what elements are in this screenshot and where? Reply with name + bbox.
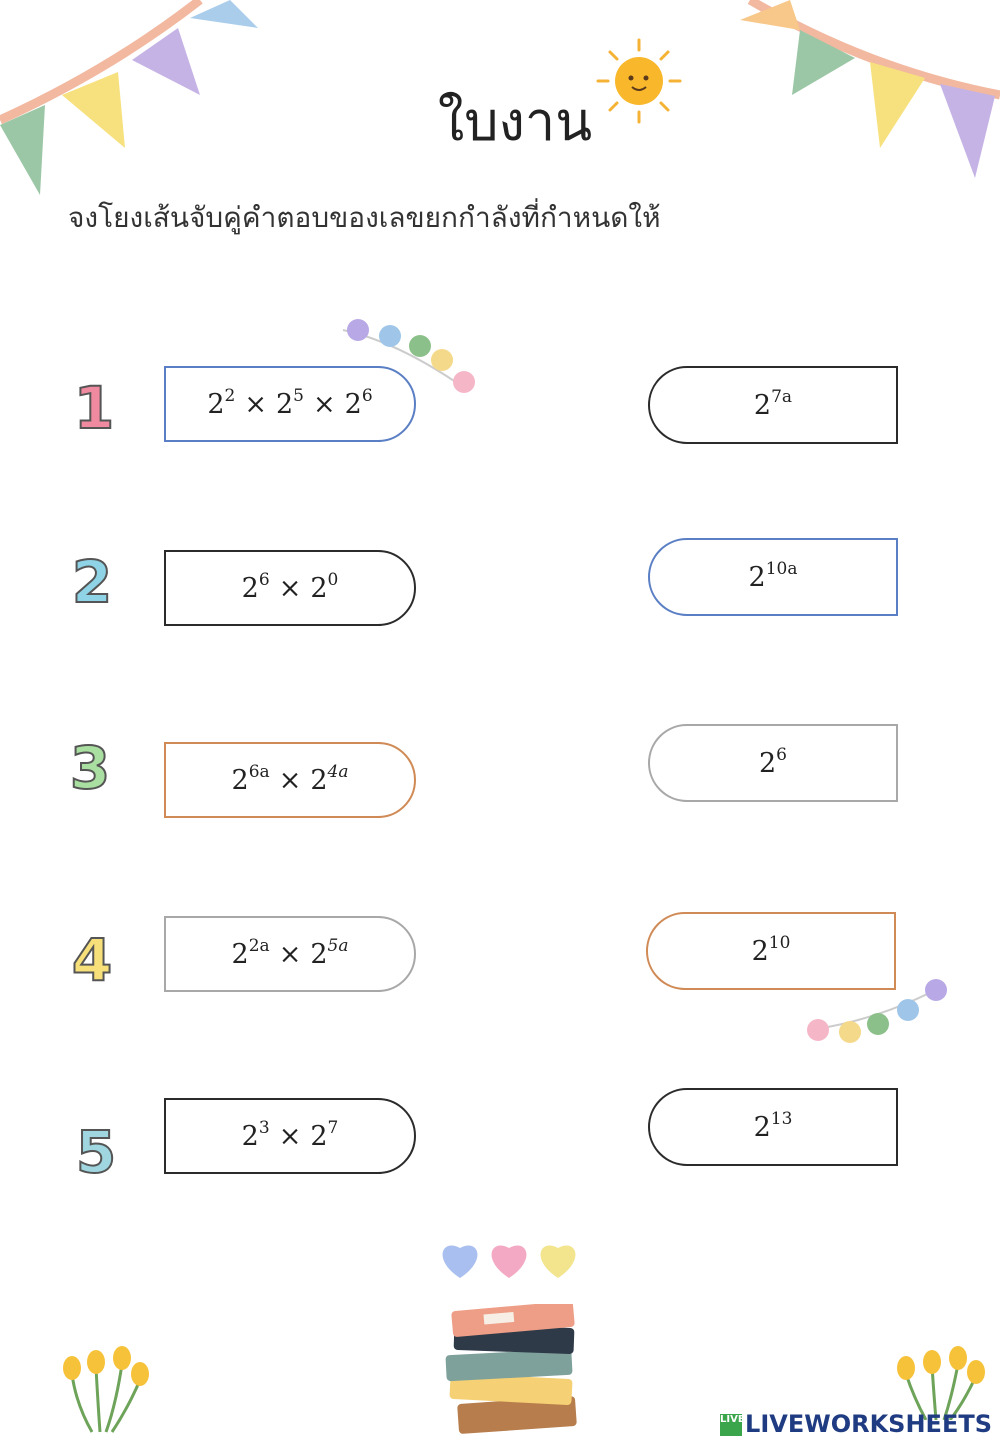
question-expression-1: $2^2 \times 2^5 \times 2^6$	[207, 386, 373, 420]
tulips-left-decoration	[56, 1344, 152, 1436]
answer-box-1[interactable]	[648, 366, 898, 444]
answer-expression-2: $2^{10a}$	[748, 559, 798, 593]
liveworksheets-watermark	[720, 1410, 992, 1438]
question-expression-5: $2^3 \times 2^7$	[241, 1118, 339, 1152]
question-box-1[interactable]	[164, 366, 416, 442]
liveworksheets-text: LIVEWORKSHEETS	[745, 1410, 992, 1438]
question-box-5[interactable]	[164, 1098, 416, 1174]
question-number-4: 4	[71, 926, 113, 994]
answer-expression-5: $2^{13}$	[753, 1109, 793, 1143]
question-number-2: 2	[71, 548, 113, 616]
page-title: ใบงาน	[437, 90, 593, 153]
question-box-4[interactable]	[164, 916, 416, 992]
answer-box-2[interactable]	[648, 538, 898, 616]
tulips-right-decoration	[892, 1346, 986, 1420]
question-expression-4: $2^{2a} \times 2^{5a}$	[231, 936, 349, 970]
hearts-decoration	[438, 1234, 584, 1282]
answer-expression-4: $2^{10}$	[751, 933, 791, 967]
question-number-3: 3	[69, 734, 111, 802]
answer-box-3[interactable]	[648, 724, 898, 802]
question-number-5: 5	[75, 1118, 117, 1186]
answer-expression-1: $2^{7a}$	[753, 387, 793, 421]
answer-box-5[interactable]	[648, 1088, 898, 1166]
instruction-text: จงโยงเส้นจับคู่คำตอบของเลขยกกำลังที่กำหนดให้	[68, 201, 661, 234]
question-expression-2: $2^6 \times 2^0$	[241, 570, 339, 604]
answer-box-4[interactable]	[646, 912, 896, 990]
question-number-1: 1	[73, 374, 115, 442]
liveworksheets-badge: LIVE	[720, 1414, 742, 1436]
question-expression-3: $2^{6a} \times 2^{4a}$	[231, 762, 349, 796]
books-stack-icon	[440, 1304, 590, 1440]
question-box-3[interactable]	[164, 742, 416, 818]
question-box-2[interactable]	[164, 550, 416, 626]
answer-expression-3: $2^6$	[758, 745, 787, 779]
